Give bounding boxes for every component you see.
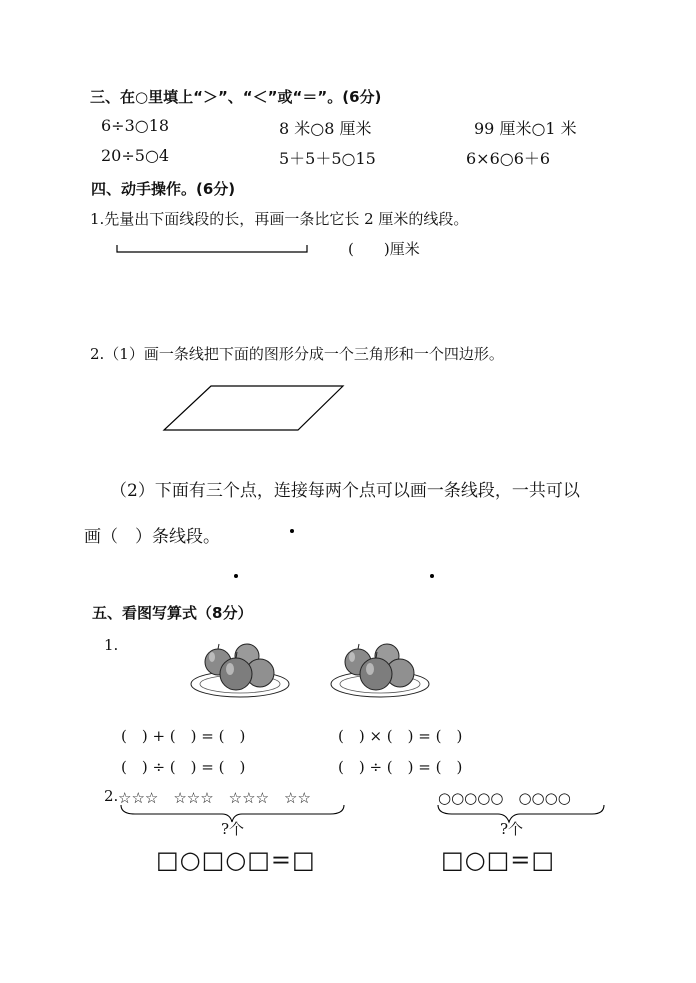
formula-template-left: □○□○□=□ bbox=[156, 846, 316, 874]
question-count-right: ?个 bbox=[500, 820, 524, 838]
section3-heading: 三、在○里填上“＞”、“＜”或“＝”。(6分) bbox=[90, 88, 382, 106]
question-count-left: ?个 bbox=[221, 820, 245, 838]
compare-item: 99 厘米○1 米 bbox=[474, 119, 577, 138]
star-group: ☆☆☆ ☆☆☆ ☆☆☆ ☆☆ bbox=[118, 789, 311, 807]
q2-label: 2. bbox=[104, 787, 119, 805]
divide-question: 2.（1）画一条线把下面的图形分成一个三角形和一个四边形。 bbox=[90, 345, 504, 363]
formula-template-right: □○□=□ bbox=[441, 846, 556, 874]
compare-item: 5＋5＋5○15 bbox=[279, 149, 376, 168]
points-question-line1: （2）下面有三个点，连接每两个点可以画一条线段，一共可以 bbox=[110, 481, 580, 501]
circle-group: ○○○○○ ○○○○ bbox=[438, 789, 571, 807]
equation-blank: ( ) ÷ ( ) = ( ) bbox=[121, 758, 246, 776]
compare-item: 20÷5○4 bbox=[101, 146, 170, 165]
length-answer: ( )厘米 bbox=[348, 240, 420, 258]
q1-label: 1. bbox=[104, 636, 119, 654]
section4-heading: 四、动手操作。(6分) bbox=[91, 180, 236, 198]
compare-item: 8 米○8 厘米 bbox=[279, 119, 372, 138]
section5-heading: 五、看图写算式（8分） bbox=[92, 604, 253, 622]
equation-blank: ( ) + ( ) = ( ) bbox=[121, 727, 246, 745]
measure-question: 1.先量出下面线段的长，再画一条比它长 2 厘米的线段。 bbox=[90, 210, 469, 228]
points-question-line2: 画（ ）条线段。 bbox=[84, 527, 220, 547]
compare-item: 6÷3○18 bbox=[101, 116, 170, 135]
compare-item: 6×6○6＋6 bbox=[466, 149, 551, 168]
equation-blank: ( ) × ( ) = ( ) bbox=[338, 727, 463, 745]
equation-blank: ( ) ÷ ( ) = ( ) bbox=[338, 758, 463, 776]
